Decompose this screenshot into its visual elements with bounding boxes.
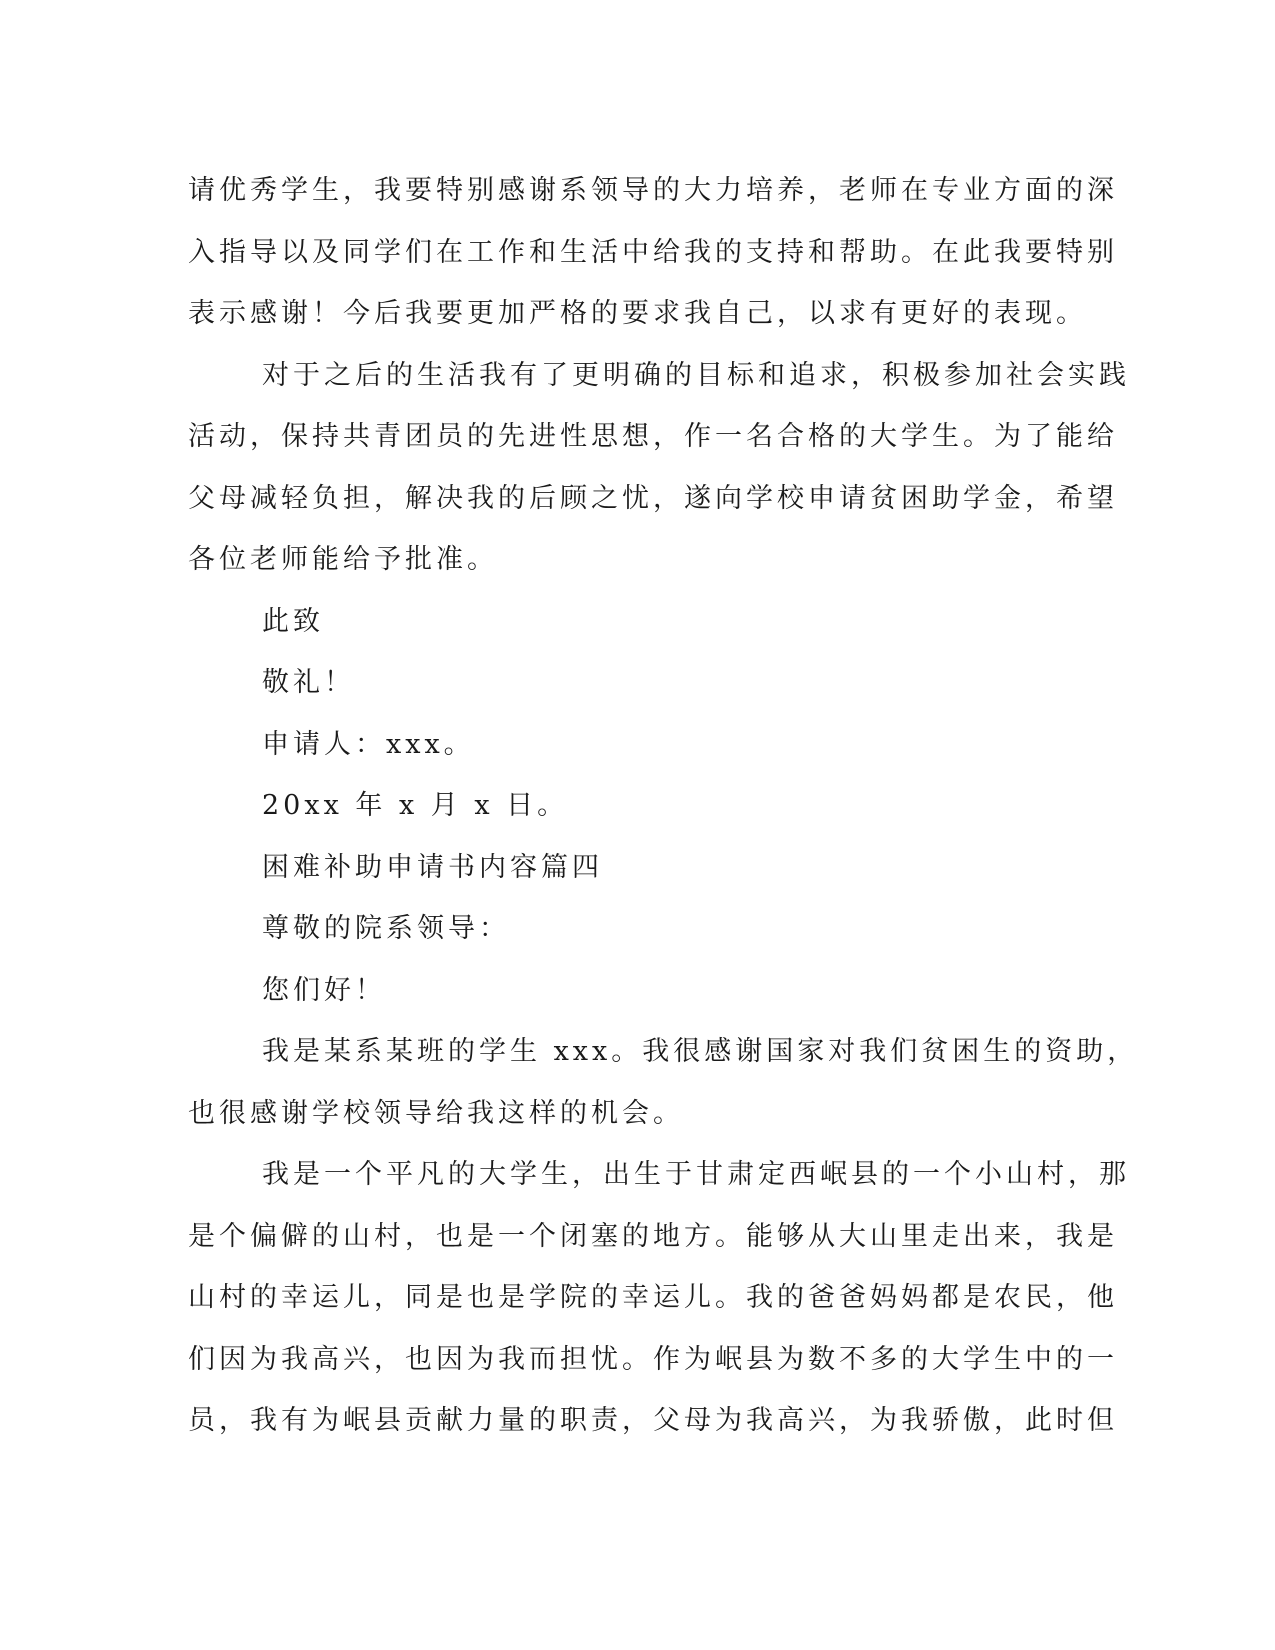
section-heading: 困难补助申请书内容篇四 [262, 851, 603, 883]
text-line: 员，我有为岷县贡献力量的职责，父母为我高兴，为我骄傲，此时但 [188, 1405, 1118, 1436]
text-line: 活动，保持共青团员的先进性思想，作一名合格的大学生。为了能给 [188, 421, 1118, 452]
document-body [188, 160, 1139, 1452]
text-line: 入指导以及同学们在工作和生活中给我的支持和帮助。在此我要特别 [188, 236, 1118, 268]
text-line: 请优秀学生，我要特别感谢系领导的大力培养，老师在专业方面的深 [188, 175, 1118, 206]
text-line: 也很感谢学校领导给我这样的机会。 [188, 1097, 684, 1129]
salutation-line: 敬礼！ [262, 667, 355, 698]
greeting-line: 您们好！ [262, 974, 386, 1006]
text-line: 各位老师能给予批准。 [188, 544, 498, 575]
date-line: 20xx 年 x 月 x 日。 [262, 790, 569, 821]
text-line: 我是某系某班的学生 xxx。我很感谢国家对我们贫困生的资助， [262, 1036, 1139, 1067]
text-line: 是个偏僻的山村，也是一个闭塞的地方。能够从大山里走出来，我是 [188, 1220, 1118, 1252]
salutation-line: 此致 [262, 605, 324, 637]
applicant-line: 申请人：xxx。 [262, 728, 475, 760]
text-line: 对于之后的生活我有了更明确的目标和追求，积极参加社会实践 [262, 359, 1130, 391]
text-line: 表示感谢！今后我要更加严格的要求我自己，以求有更好的表现。 [188, 298, 1087, 329]
text-line: 们因为我高兴，也因为我而担忧。作为岷县为数不多的大学生中的一 [188, 1343, 1118, 1375]
greeting-line: 尊敬的院系领导： [262, 913, 510, 944]
text-line: 山村的幸运儿，同是也是学院的幸运儿。我的爸爸妈妈都是农民，他 [188, 1282, 1118, 1313]
text-line: 父母减轻负担，解决我的后顾之忧，遂向学校申请贫困助学金，希望 [188, 482, 1118, 514]
text-line: 我是一个平凡的大学生，出生于甘肃定西岷县的一个小山村，那 [262, 1159, 1130, 1190]
